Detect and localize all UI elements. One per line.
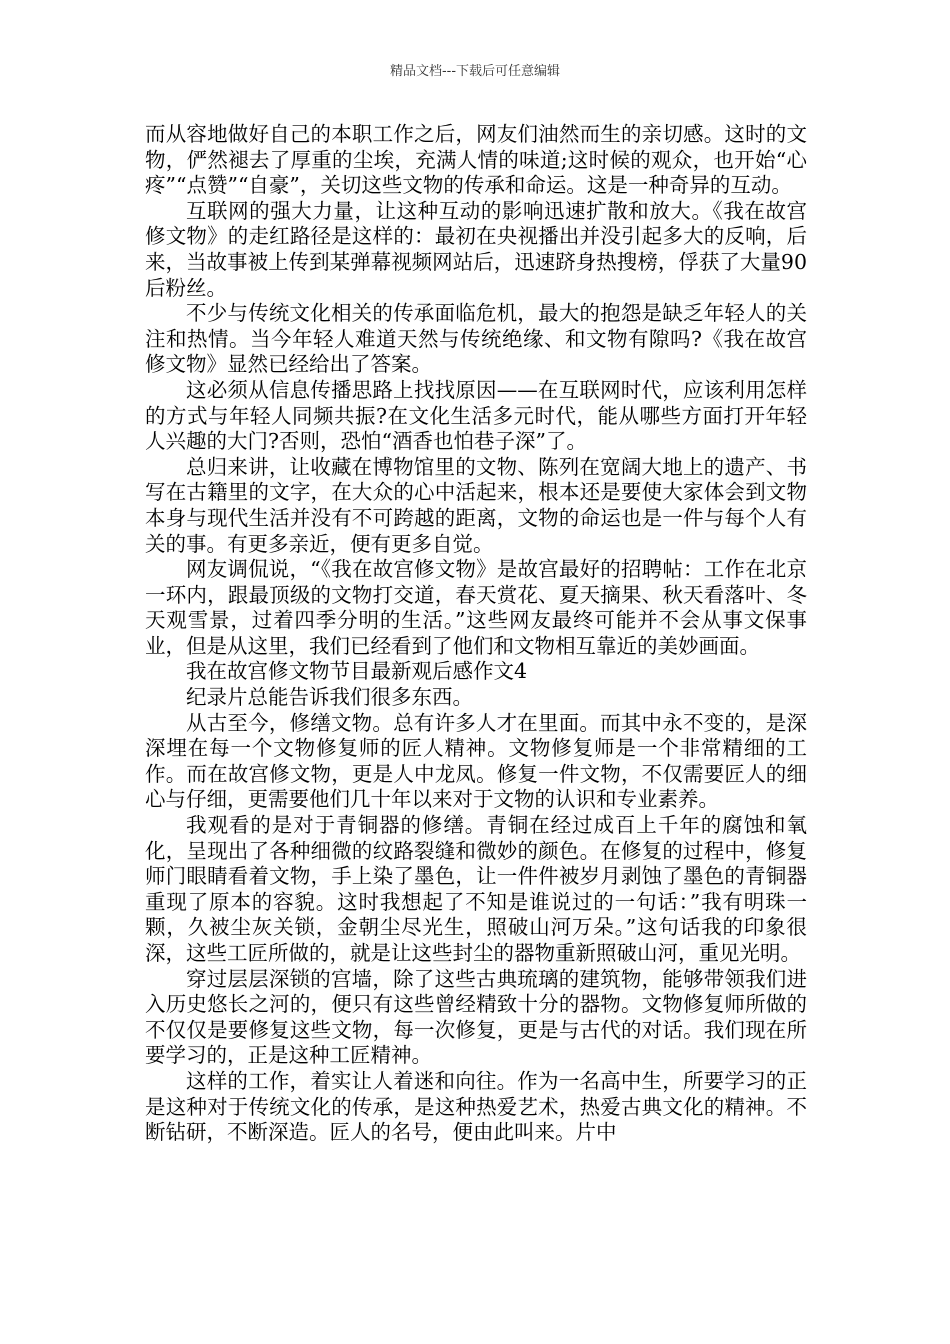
paragraph-1: 而从容地做好自己的本职工作之后，网友们油然而生的亲切感。这时的文物，俨然褪去了厚重的尘埃，充满人情的味道;这时候的观众，也开始“心疼”“点赞”“自豪”，关切这些文物的传承和命运。这是一种奇异的互动。 [145,122,807,198]
paragraph-8: 从古至今，修缮文物。总有许多人才在里面。而其中永不变的，是深深埋在每一个文物修复师的匠人精神。文物修复师是一个非常精细的工作。而在故宫修文物，更是人中龙凤。修复一件文物，不仅需要匠人的细心与仔细，更需要他们几十年以来对于文物的认识和专业素养。 [145,710,807,812]
paragraph-11: 这样的工作，着实让人着迷和向往。作为一名高中生，所要学习的正是这种对于传统文化的传承，是这种热爱艺术，热爱古典文化的精神。不断钻研，不断深造。匠人的名号，便由此叫来。片中 [145,1068,807,1145]
paragraph-4: 这必须从信息传播思路上找找原因——在互联网时代，应该利用怎样的方式与年轻人同频共振?在文化生活多元时代，能从哪些方面打开年轻人兴趣的大门?否则，恐怕“酒香也怕巷子深”了。 [145,377,807,454]
paragraph-10: 穿过层层深锁的宫墙，除了这些古典琉璃的建筑物，能够带领我们进入历史悠长之河的，便只有这些曾经精致十分的器物。文物修复师所做的不仅仅是要修复这些文物，每一次修复，更是与古代的对话。我们现在所要学习的，正是这种工匠精神。 [145,966,807,1068]
paragraph-2: 互联网的强大力量，让这种互动的影响迅速扩散和放大。《我在故宫修文物》的走红路径是这样的：最初在央视播出并没引起多大的反响，后来，当故事被上传到某弹幕视频网站后，迅速跻身热搜榜，俘获了大量90后粉丝。 [145,198,807,300]
paragraph-5: 总归来讲，让收藏在博物馆里的文物、陈列在宽阔大地上的遗产、书写在古籍里的文字，在大众的心中活起来，根本还是要使大家体会到文物本身与现代生活并没有不可跨越的距离，文物的命运也是一件与每个人有关的事。有更多亲近，便有更多自觉。 [145,454,807,556]
paragraph-7: 纪录片总能告诉我们很多东西。 [186,685,473,710]
paragraph-9: 我观看的是对于青铜器的修缮。青铜在经过成百上千年的腐蚀和氧化，呈现出了各种细微的纹路裂缝和微妙的颜色。在修复的过程中，修复师门眼睛看着文物，手上染了墨色，让一件件被岁月剥蚀了墨色的青铜器重现了原本的容貌。这时我想起了不知是谁说过的一句话：”我有明珠一颗，久被尘灰关锁，金朝尘尽光生，照破山河万朵。”这句话我的印象很深，这些工匠所做的，就是让这些封尘的器物重新照破山河，重见光明。 [145,813,807,965]
page-header: 精品文档---下载后可任意编辑 [389,64,561,79]
section-heading: 我在故宫修文物节目最新观后感作文4 [186,659,528,684]
paragraph-6: 网友调侃说，“《我在故宫修文物》是故宫最好的招聘帖：工作在北京一环内，跟最顶级的文物打交道，春天赏花、夏天摘果、秋天看落叶、冬天观雪景，过着四季分明的生活。”这些网友最终可能并不会从事文保事业，但是从这里，我们已经看到了他们和文物相互靠近的美妙画面。 [145,557,807,658]
paragraph-3: 不少与传统文化相关的传承面临危机，最大的抱怨是缺乏年轻人的关注和热情。当今年轻人难道天然与传统绝缘、和文物有隙吗?《我在故宫修文物》显然已经给出了答案。 [145,301,807,377]
document-body [145,122,807,1146]
